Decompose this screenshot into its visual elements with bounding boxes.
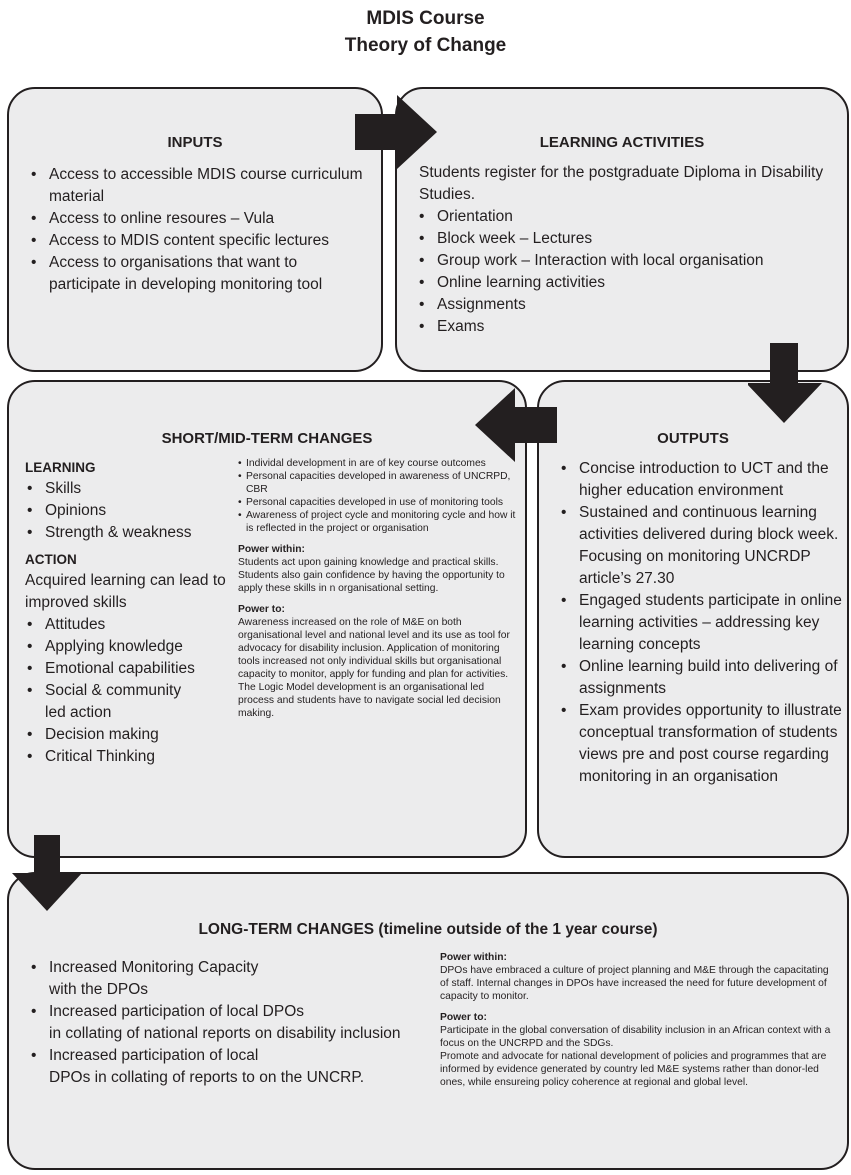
power-to-heading: Power to: [440, 1012, 487, 1023]
list-item: • Orientation [411, 206, 836, 228]
list-item: • Critical Thinking [19, 746, 235, 768]
list-item: • Online learning activities [411, 272, 836, 294]
power-to-text: Promote and advocate for national development of policies and programmes that are informed by evidence generated by country led M&E systems rather than donor-led ones, while ensureing policy coherence at regional and global level. [440, 1051, 827, 1088]
list-item-line: in collating of national reports on disability inclusion [49, 1025, 401, 1042]
arrow-left-icon [471, 384, 561, 464]
learning-activities-list [411, 206, 836, 338]
diagram-title-line2: Theory of Change [344, 35, 507, 56]
action-intro: Acquired learning can lead to improved skills [25, 572, 226, 611]
long-term-list [23, 957, 433, 1089]
list-item: • Emotional capabilities [19, 658, 235, 680]
list-item: • Access to online resoures – Vula [23, 208, 368, 230]
list-item-line: Increased participation of local DPOs [49, 1003, 305, 1020]
short-mid-right-column [238, 457, 520, 720]
power-within-heading: Power within: [440, 952, 507, 963]
outputs-box [537, 380, 849, 858]
list-item: • Group work – Interaction with local organisation [411, 250, 836, 272]
power-within-text: Students act upon gaining knowledge and practical skills. Students also gain confidence by having the opportunity to apply these skills in n organisational setting. [238, 557, 505, 594]
list-item-line: with the DPOs [49, 981, 149, 998]
learning-list [19, 478, 235, 544]
list-item: • Block week – Lectures [411, 228, 836, 250]
list-item: • Strength & weakness [19, 522, 235, 544]
list-item [23, 1001, 433, 1045]
list-item: • Concise introduction to UCT and the higher education environment [553, 458, 843, 502]
short-mid-left-column [25, 458, 235, 768]
list-item: • Individal development in are of key course outcomes [238, 457, 520, 470]
power-to-text: Participate in the global conversation of disability inclusion in an African context with a focus on the UNCRPD and the SDGs. [440, 1025, 831, 1049]
list-item: • Skills [19, 478, 235, 500]
long-term-box [7, 872, 849, 1170]
list-item: • Exam provides opportunity to illustrate conceptual transformation of students views pre and post course regarding monitoring in an organisation [553, 700, 843, 788]
learning-activities-title: LEARNING ACTIVITIES [539, 134, 705, 151]
learning-activities-box [395, 87, 849, 372]
diagram-title-line1: MDIS Course [366, 8, 485, 29]
arrow-down-icon [748, 343, 828, 427]
action-heading: ACTION [25, 552, 77, 567]
list-item: • Attitudes [19, 614, 235, 636]
list-item [23, 1045, 433, 1089]
long-term-title: LONG-TERM CHANGES (timeline outside of the 1 year course) [198, 921, 658, 938]
list-item-line: DPOs in collating of reports to on the UNCRP. [49, 1069, 365, 1086]
list-item: • Assignments [411, 294, 836, 316]
list-item: • Awareness of project cycle and monitoring cycle and how it is reflected in the project or organisation [238, 509, 520, 535]
arrow-right-icon [355, 92, 445, 172]
power-within-heading: Power within: [238, 544, 305, 555]
short-mid-term-box [7, 380, 527, 858]
list-item: • Engaged students participate in online learning activities – addressing key learning concepts [553, 590, 843, 656]
power-within-text: DPOs have embraced a culture of project planning and M&E through the capacitating of staff. Internal changes in DPOs have increased the need for future development of capacity to monitor. [440, 965, 829, 1002]
list-item-line: Increased participation of local [49, 1047, 259, 1064]
list-item: • Opinions [19, 500, 235, 522]
list-item: • Social & community led action [19, 680, 195, 724]
inputs-list [23, 164, 368, 296]
list-item: • Access to accessible MDIS course curriculum material [23, 164, 368, 208]
list-item: • Personal capacities developed in awareness of UNCRPD, CBR [238, 470, 520, 496]
individual-development-list [238, 457, 520, 535]
list-item: • Access to organisations that want to participate in developing monitoring tool [23, 252, 368, 296]
list-item-line: Increased Monitoring Capacity [49, 959, 259, 976]
short-mid-term-title: SHORT/MID-TERM CHANGES [161, 430, 373, 447]
inputs-box [7, 87, 383, 372]
power-to-heading: Power to: [238, 604, 285, 615]
list-item: • Personal capacities developed in use of monitoring tools [238, 496, 520, 509]
list-item: • Decision making [19, 724, 235, 746]
list-item: • Sustained and continuous learning activities delivered during block week. Focusing on monitoring UNCRDP article’s 27.30 [553, 502, 843, 590]
list-item: • Access to MDIS content specific lectures [23, 230, 368, 252]
list-item: • Online learning build into delivering of assignments [553, 656, 843, 700]
power-to-text: Awareness increased on the role of M&E on both organisational level and national level and its use as tool for advocacy for disability inclusion. Application of monitoring tools increased not only individual skills but organisational capacity to monitor, apply for funding and plan for activities. The Logic Model development is an organisational led process and students have to navigate social led decision making. [238, 617, 510, 719]
list-item: • Exams [411, 316, 836, 338]
learning-heading: LEARNING [25, 460, 96, 475]
list-item: • Applying knowledge [19, 636, 235, 658]
long-term-right-column [440, 951, 834, 1089]
outputs-title: OUTPUTS [657, 430, 729, 447]
inputs-title: INPUTS [167, 134, 223, 151]
list-item [23, 957, 433, 1001]
learning-activities-intro: Students register for the postgraduate Diploma in Disability Studies. [419, 164, 824, 203]
action-list [19, 614, 235, 768]
arrow-down-icon [10, 835, 90, 915]
outputs-list [553, 458, 843, 788]
